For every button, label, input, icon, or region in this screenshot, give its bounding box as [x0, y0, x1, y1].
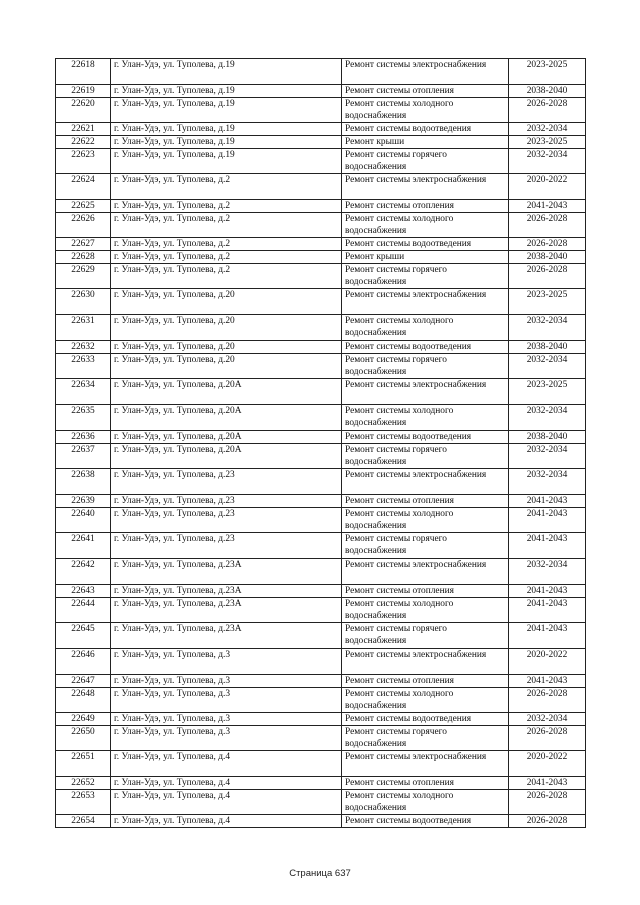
work-type-cell: Ремонт системы горячего водоснабжения — [342, 149, 509, 174]
row-number-cell: 22621 — [56, 123, 111, 136]
table-row — [56, 431, 586, 444]
row-number-cell: 22640 — [56, 508, 111, 533]
years-cell: 2038-2040 — [509, 85, 586, 98]
years-cell: 2032-2034 — [509, 444, 586, 469]
years-cell: 2023-2025 — [509, 289, 586, 315]
table-row — [56, 815, 586, 828]
address-cell: г. Улан-Удэ, ул. Туполева, д.20А — [111, 379, 342, 405]
address-cell: г. Улан-Удэ, ул. Туполева, д.20А — [111, 444, 342, 469]
table-row — [56, 123, 586, 136]
address-cell: г. Улан-Удэ, ул. Туполева, д.3 — [111, 649, 342, 675]
row-number-cell: 22648 — [56, 688, 111, 713]
work-type-cell: Ремонт системы отопления — [342, 495, 509, 508]
table-row — [56, 341, 586, 354]
work-type-cell: Ремонт системы водоотведения — [342, 123, 509, 136]
address-cell: г. Улан-Удэ, ул. Туполева, д.20 — [111, 341, 342, 354]
years-cell: 2026-2028 — [509, 790, 586, 815]
address-cell: г. Улан-Удэ, ул. Туполева, д.19 — [111, 123, 342, 136]
years-cell: 2041-2043 — [509, 495, 586, 508]
work-type-cell: Ремонт системы электроснабжения — [342, 751, 509, 777]
work-type-cell: Ремонт системы водоотведения — [342, 238, 509, 251]
address-cell: г. Улан-Удэ, ул. Туполева, д.20А — [111, 431, 342, 444]
row-number-cell: 22634 — [56, 379, 111, 405]
row-number-cell: 22620 — [56, 98, 111, 123]
address-cell: г. Улан-Удэ, ул. Туполева, д.2 — [111, 251, 342, 264]
row-number-cell: 22625 — [56, 200, 111, 213]
table-row — [56, 289, 586, 315]
row-number-cell: 22636 — [56, 431, 111, 444]
work-type-cell: Ремонт системы электроснабжения — [342, 379, 509, 405]
row-number-cell: 22639 — [56, 495, 111, 508]
address-cell: г. Улан-Удэ, ул. Туполева, д.23А — [111, 585, 342, 598]
address-cell: г. Улан-Удэ, ул. Туполева, д.2 — [111, 213, 342, 238]
row-number-cell: 22645 — [56, 623, 111, 649]
row-number-cell: 22638 — [56, 469, 111, 495]
table-row — [56, 264, 586, 289]
work-type-cell: Ремонт системы горячего водоснабжения — [342, 354, 509, 379]
years-cell: 2026-2028 — [509, 264, 586, 289]
row-number-cell: 22632 — [56, 341, 111, 354]
address-cell: г. Улан-Удэ, ул. Туполева, д.2 — [111, 200, 342, 213]
work-type-cell: Ремонт системы электроснабжения — [342, 649, 509, 675]
address-cell: г. Улан-Удэ, ул. Туполева, д.19 — [111, 136, 342, 149]
address-cell: г. Улан-Удэ, ул. Туполева, д.4 — [111, 815, 342, 828]
table-row — [56, 98, 586, 123]
years-cell: 2023-2025 — [509, 136, 586, 149]
table-row — [56, 213, 586, 238]
address-cell: г. Улан-Удэ, ул. Туполева, д.2 — [111, 238, 342, 251]
table-row — [56, 508, 586, 533]
table-row — [56, 405, 586, 431]
years-cell: 2041-2043 — [509, 623, 586, 649]
address-cell: г. Улан-Удэ, ул. Туполева, д.4 — [111, 751, 342, 777]
address-cell: г. Улан-Удэ, ул. Туполева, д.2 — [111, 174, 342, 200]
address-cell: г. Улан-Удэ, ул. Туполева, д.23 — [111, 495, 342, 508]
table-row — [56, 379, 586, 405]
years-cell: 2026-2028 — [509, 688, 586, 713]
address-cell: г. Улан-Удэ, ул. Туполева, д.4 — [111, 790, 342, 815]
table-row — [56, 790, 586, 815]
row-number-cell: 22654 — [56, 815, 111, 828]
years-cell: 2020-2022 — [509, 649, 586, 675]
row-number-cell: 22623 — [56, 149, 111, 174]
years-cell: 2038-2040 — [509, 251, 586, 264]
row-number-cell: 22618 — [56, 59, 111, 85]
table-row — [56, 559, 586, 585]
work-type-cell: Ремонт крыши — [342, 136, 509, 149]
work-type-cell: Ремонт системы отопления — [342, 585, 509, 598]
table-row — [56, 533, 586, 559]
work-type-cell: Ремонт системы горячего водоснабжения — [342, 726, 509, 751]
address-cell: г. Улан-Удэ, ул. Туполева, д.23А — [111, 598, 342, 623]
work-type-cell: Ремонт системы электроснабжения — [342, 59, 509, 85]
table-row — [56, 469, 586, 495]
years-cell: 2041-2043 — [509, 508, 586, 533]
row-number-cell: 22651 — [56, 751, 111, 777]
address-cell: г. Улан-Удэ, ул. Туполева, д.3 — [111, 726, 342, 751]
work-type-cell: Ремонт системы горячего водоснабжения — [342, 623, 509, 649]
row-number-cell: 22643 — [56, 585, 111, 598]
table-row — [56, 354, 586, 379]
years-cell: 2041-2043 — [509, 675, 586, 688]
address-cell: г. Улан-Удэ, ул. Туполева, д.19 — [111, 85, 342, 98]
years-cell: 2041-2043 — [509, 533, 586, 559]
years-cell: 2023-2025 — [509, 59, 586, 85]
work-type-cell: Ремонт системы водоотведения — [342, 815, 509, 828]
work-type-cell: Ремонт системы электроснабжения — [342, 174, 509, 200]
repair-schedule-table — [55, 58, 586, 828]
address-cell: г. Улан-Удэ, ул. Туполева, д.23 — [111, 508, 342, 533]
row-number-cell: 22619 — [56, 85, 111, 98]
table-row — [56, 149, 586, 174]
table-row — [56, 174, 586, 200]
table-body — [56, 59, 586, 828]
address-cell: г. Улан-Удэ, ул. Туполева, д.23А — [111, 559, 342, 585]
years-cell: 2032-2034 — [509, 405, 586, 431]
table-row — [56, 200, 586, 213]
table-row — [56, 495, 586, 508]
row-number-cell: 22622 — [56, 136, 111, 149]
row-number-cell: 22650 — [56, 726, 111, 751]
row-number-cell: 22631 — [56, 315, 111, 341]
address-cell: г. Улан-Удэ, ул. Туполева, д.23 — [111, 469, 342, 495]
work-type-cell: Ремонт системы холодного водоснабжения — [342, 790, 509, 815]
address-cell: г. Улан-Удэ, ул. Туполева, д.3 — [111, 675, 342, 688]
work-type-cell: Ремонт системы горячего водоснабжения — [342, 533, 509, 559]
years-cell: 2020-2022 — [509, 174, 586, 200]
work-type-cell: Ремонт системы водоотведения — [342, 341, 509, 354]
years-cell: 2026-2028 — [509, 213, 586, 238]
work-type-cell: Ремонт системы электроснабжения — [342, 289, 509, 315]
address-cell: г. Улан-Удэ, ул. Туполева, д.3 — [111, 688, 342, 713]
years-cell: 2032-2034 — [509, 315, 586, 341]
work-type-cell: Ремонт системы холодного водоснабжения — [342, 98, 509, 123]
row-number-cell: 22628 — [56, 251, 111, 264]
address-cell: г. Улан-Удэ, ул. Туполева, д.20А — [111, 405, 342, 431]
row-number-cell: 22627 — [56, 238, 111, 251]
row-number-cell: 22629 — [56, 264, 111, 289]
work-type-cell: Ремонт системы электроснабжения — [342, 559, 509, 585]
years-cell: 2041-2043 — [509, 200, 586, 213]
years-cell: 2032-2034 — [509, 559, 586, 585]
work-type-cell: Ремонт системы отопления — [342, 200, 509, 213]
row-number-cell: 22644 — [56, 598, 111, 623]
years-cell: 2041-2043 — [509, 777, 586, 790]
work-type-cell: Ремонт системы холодного водоснабжения — [342, 315, 509, 341]
table-row — [56, 751, 586, 777]
work-type-cell: Ремонт крыши — [342, 251, 509, 264]
work-type-cell: Ремонт системы холодного водоснабжения — [342, 598, 509, 623]
table-row — [56, 726, 586, 751]
address-cell: г. Улан-Удэ, ул. Туполева, д.23 — [111, 533, 342, 559]
table-row — [56, 585, 586, 598]
years-cell: 2038-2040 — [509, 341, 586, 354]
years-cell: 2032-2034 — [509, 354, 586, 379]
years-cell: 2020-2022 — [509, 751, 586, 777]
work-type-cell: Ремонт системы горячего водоснабжения — [342, 444, 509, 469]
table-row — [56, 688, 586, 713]
table-row — [56, 598, 586, 623]
work-type-cell: Ремонт системы холодного водоснабжения — [342, 213, 509, 238]
years-cell: 2026-2028 — [509, 98, 586, 123]
work-type-cell: Ремонт системы горячего водоснабжения — [342, 264, 509, 289]
years-cell: 2026-2028 — [509, 815, 586, 828]
table-row — [56, 315, 586, 341]
work-type-cell: Ремонт системы холодного водоснабжения — [342, 405, 509, 431]
table-row — [56, 238, 586, 251]
row-number-cell: 22649 — [56, 713, 111, 726]
work-type-cell: Ремонт системы холодного водоснабжения — [342, 508, 509, 533]
work-type-cell: Ремонт системы холодного водоснабжения — [342, 688, 509, 713]
years-cell: 2032-2034 — [509, 713, 586, 726]
years-cell: 2032-2034 — [509, 149, 586, 174]
years-cell: 2032-2034 — [509, 469, 586, 495]
table-row — [56, 623, 586, 649]
row-number-cell: 22635 — [56, 405, 111, 431]
address-cell: г. Улан-Удэ, ул. Туполева, д.20 — [111, 289, 342, 315]
table-row — [56, 649, 586, 675]
work-type-cell: Ремонт системы водоотведения — [342, 713, 509, 726]
table-row — [56, 713, 586, 726]
table-row — [56, 444, 586, 469]
row-number-cell: 22633 — [56, 354, 111, 379]
work-type-cell: Ремонт системы водоотведения — [342, 431, 509, 444]
address-cell: г. Улан-Удэ, ул. Туполева, д.2 — [111, 264, 342, 289]
address-cell: г. Улан-Удэ, ул. Туполева, д.19 — [111, 149, 342, 174]
address-cell: г. Улан-Удэ, ул. Туполева, д.19 — [111, 59, 342, 85]
years-cell: 2032-2034 — [509, 123, 586, 136]
row-number-cell: 22647 — [56, 675, 111, 688]
years-cell: 2041-2043 — [509, 585, 586, 598]
table-row — [56, 777, 586, 790]
row-number-cell: 22624 — [56, 174, 111, 200]
table-row — [56, 675, 586, 688]
address-cell: г. Улан-Удэ, ул. Туполева, д.3 — [111, 713, 342, 726]
work-type-cell: Ремонт системы отопления — [342, 85, 509, 98]
row-number-cell: 22630 — [56, 289, 111, 315]
work-type-cell: Ремонт системы отопления — [342, 777, 509, 790]
years-cell: 2041-2043 — [509, 598, 586, 623]
row-number-cell: 22653 — [56, 790, 111, 815]
row-number-cell: 22637 — [56, 444, 111, 469]
address-cell: г. Улан-Удэ, ул. Туполева, д.4 — [111, 777, 342, 790]
address-cell: г. Улан-Удэ, ул. Туполева, д.23А — [111, 623, 342, 649]
table-row — [56, 59, 586, 85]
row-number-cell: 22626 — [56, 213, 111, 238]
years-cell: 2023-2025 — [509, 379, 586, 405]
years-cell: 2026-2028 — [509, 238, 586, 251]
table-row — [56, 85, 586, 98]
table-row — [56, 136, 586, 149]
address-cell: г. Улан-Удэ, ул. Туполева, д.20 — [111, 354, 342, 379]
work-type-cell: Ремонт системы отопления — [342, 675, 509, 688]
years-cell: 2038-2040 — [509, 431, 586, 444]
table-row — [56, 251, 586, 264]
work-type-cell: Ремонт системы электроснабжения — [342, 469, 509, 495]
address-cell: г. Улан-Удэ, ул. Туполева, д.19 — [111, 98, 342, 123]
address-cell: г. Улан-Удэ, ул. Туполева, д.20 — [111, 315, 342, 341]
page-number: Страница 637 — [289, 868, 351, 879]
years-cell: 2026-2028 — [509, 726, 586, 751]
row-number-cell: 22641 — [56, 533, 111, 559]
row-number-cell: 22646 — [56, 649, 111, 675]
row-number-cell: 22642 — [56, 559, 111, 585]
row-number-cell: 22652 — [56, 777, 111, 790]
